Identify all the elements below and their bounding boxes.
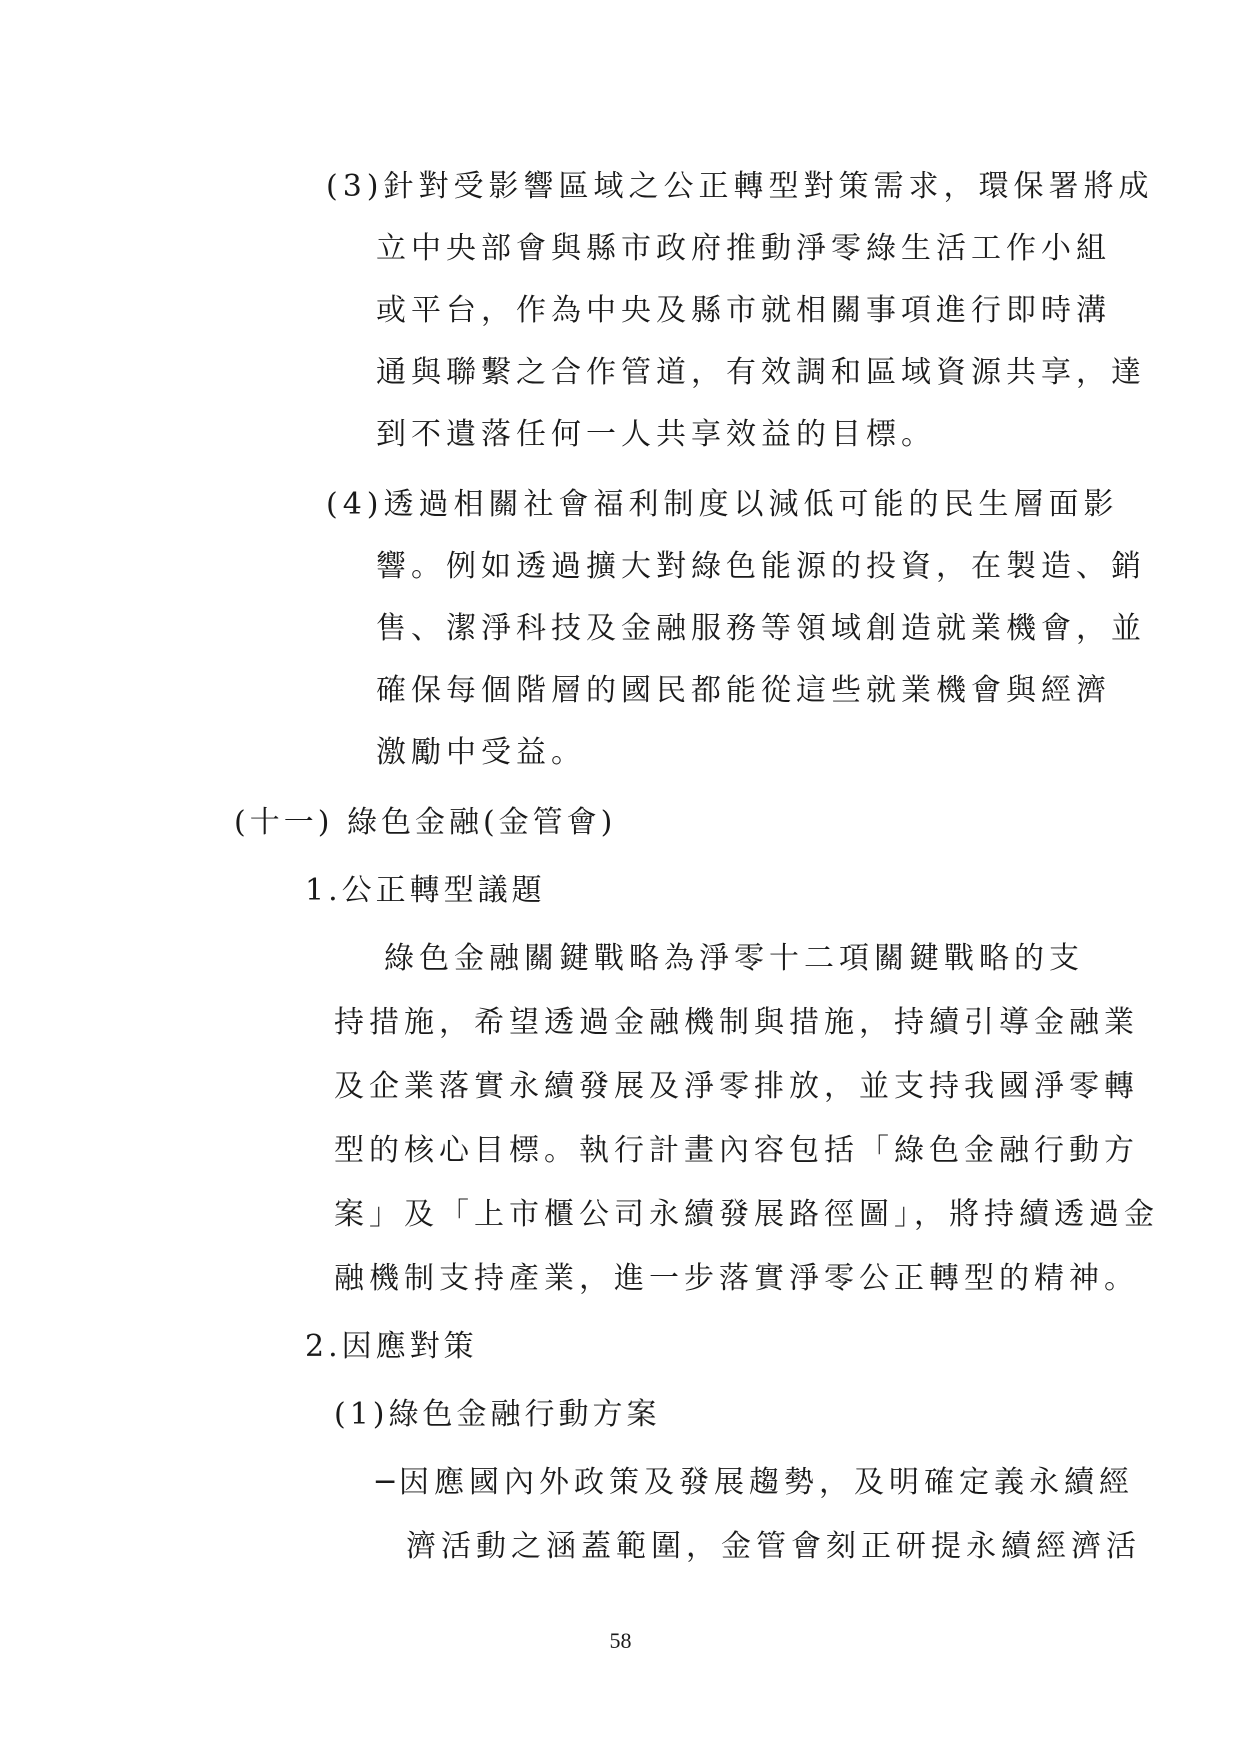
- item3-line-2: 立中央部會與縣市政府推動淨零綠生活工作小組: [376, 231, 1111, 266]
- item3-line-5: 到不遺落任何一人共享效益的目標。: [376, 417, 936, 452]
- item4-line-3: 售、潔淨科技及金融服務等領域創造就業機會，並: [376, 611, 1146, 646]
- sub2-bullet-line-2: 濟活動之涵蓋範圍，金管會刻正研提永續經濟活: [406, 1529, 1141, 1564]
- item4-line-5: 激勵中受益。: [376, 735, 586, 770]
- item4-line-4: 確保每個階層的國民都能從這些就業機會與經濟: [376, 673, 1111, 708]
- sub2-item1-heading: (1)綠色金融行動方案: [334, 1397, 661, 1432]
- section-11-heading: (十一) 綠色金融(金管會): [234, 805, 617, 840]
- sub1-paragraph-line-4: 型的核心目標。執行計畫內容包括「綠色金融行動方: [334, 1133, 1139, 1168]
- item3-line-4: 通與聯繫之合作管道，有效調和區域資源共享，達: [376, 355, 1146, 390]
- sub1-paragraph-line-3: 及企業落實永續發展及淨零排放，並支持我國淨零轉: [334, 1069, 1139, 1104]
- sub1-paragraph-line-2: 持措施，希望透過金融機制與措施，持續引導金融業: [334, 1005, 1139, 1040]
- sub1-paragraph-line-5: 案」及「上市櫃公司永續發展路徑圖」，將持續透過金: [334, 1197, 1159, 1232]
- sub1-paragraph-line-6: 融機制支持產業，進一步落實淨零公正轉型的精神。: [334, 1261, 1139, 1296]
- item3-line-1: (3)針對受影響區域之公正轉型對策需求，環保署將成: [326, 169, 1154, 204]
- page-number: 58: [609, 1628, 632, 1653]
- item3-line-3: 或平台，作為中央及縣市就相關事項進行即時溝: [376, 293, 1111, 328]
- sub2-heading: 2.因應對策: [305, 1329, 478, 1364]
- sub2-bullet-line-1: ─因應國內外政策及發展趨勢，及明確定義永續經: [376, 1465, 1135, 1500]
- item4-line-1: (4)透過相關社會福利制度以減低可能的民生層面影: [326, 487, 1119, 522]
- item4-line-2: 響。例如透過擴大對綠色能源的投資，在製造、銷: [376, 549, 1146, 584]
- sub1-heading: 1.公正轉型議題: [305, 873, 546, 908]
- sub1-paragraph-line-1: 綠色金融關鍵戰略為淨零十二項關鍵戰略的支: [384, 941, 1084, 976]
